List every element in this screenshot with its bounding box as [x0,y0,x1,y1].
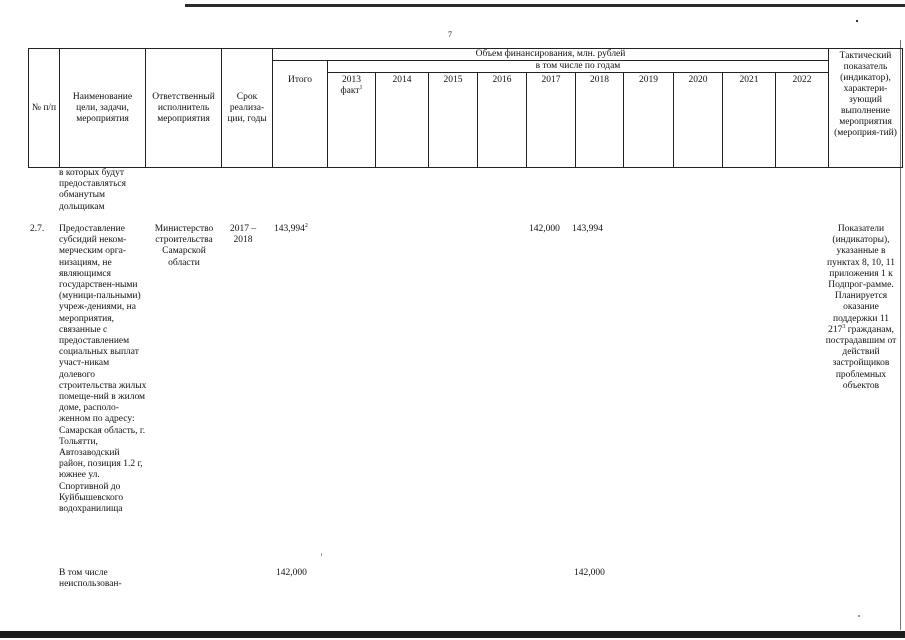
row-name: Предоставление субсидий неком-мерческим орга-низациям, не являющимся государствен-ными (муници-пальными) учреж-дениями, на мероприятия, связанные с предоставлением социальных выплат участ-никам долевого строительства жилых помеще-ний в жилом доме, располо-женном по адресу: Самарская область, г. Тольятти, Автозаводский район, позиция 1.2 г, южнее ул. Спортивной до Куйбышевского водохранилища [59,224,147,515]
header-year: 2020 [674,73,723,168]
header-year: 2014 [376,73,429,168]
subrow-2018-value: 142,000 [574,568,605,578]
scan-top-border [185,4,905,7]
scan-speck [856,20,858,22]
row-2018-value: 143,994 [572,224,603,234]
scan-speck [321,553,322,556]
scan-bottom-border [0,631,905,638]
subrow-total: 142,000 [276,568,307,578]
header-name: Наименование цели, задачи, мероприятия [60,49,146,168]
header-year: 2016 [478,73,527,168]
header-year-2013: 2013 факт$^1$ [328,73,376,168]
header-year: 2015 [429,73,478,168]
header-year: 2019 [624,73,674,168]
row-2017-value: 142,000 [529,224,560,234]
row-total: 143,994$^2$ [274,222,308,234]
row-executor: Министерство строительства Самарской области [154,224,214,268]
header-financing: Объем финансирования, млн. рублей [273,49,829,61]
header-executor: Ответственный исполнитель мероприятия [146,49,222,168]
header-by-years: в том числе по годам [328,61,829,73]
scan-speck [858,615,860,617]
subrow-name: В том числе неиспользован- [59,568,122,590]
header-year: 2018 [576,73,624,168]
header-year: 2022 [776,73,829,168]
header-year: 2021 [723,73,776,168]
row-indicator: Показатели (индикаторы), указанные в пунктах 8, 10, 11 приложения 1 к Подпрог-рамме. Планируется оказание поддержки 11 $217^3$ гражданам, пострадавшим от действий застройщиков проблемных объектов [825,224,897,391]
header-total: Итого [273,61,328,168]
page-number: 7 [448,30,452,39]
header-year: 2017 [527,73,576,168]
continuation-text: в которых будут предоставляться обманутым дольщикам [59,168,126,212]
header-term: Срок реализа-ции, годы [222,49,273,168]
row-term: 2017 – 2018 [229,224,257,246]
header-indicator: Тактический показатель (индикатор), характери-зующий выполнение мероприятия (мероприя-тий) [829,49,903,168]
header-num: № п/п [29,49,60,168]
table-header [28,48,903,168]
row-num: 2.7. [30,224,45,234]
